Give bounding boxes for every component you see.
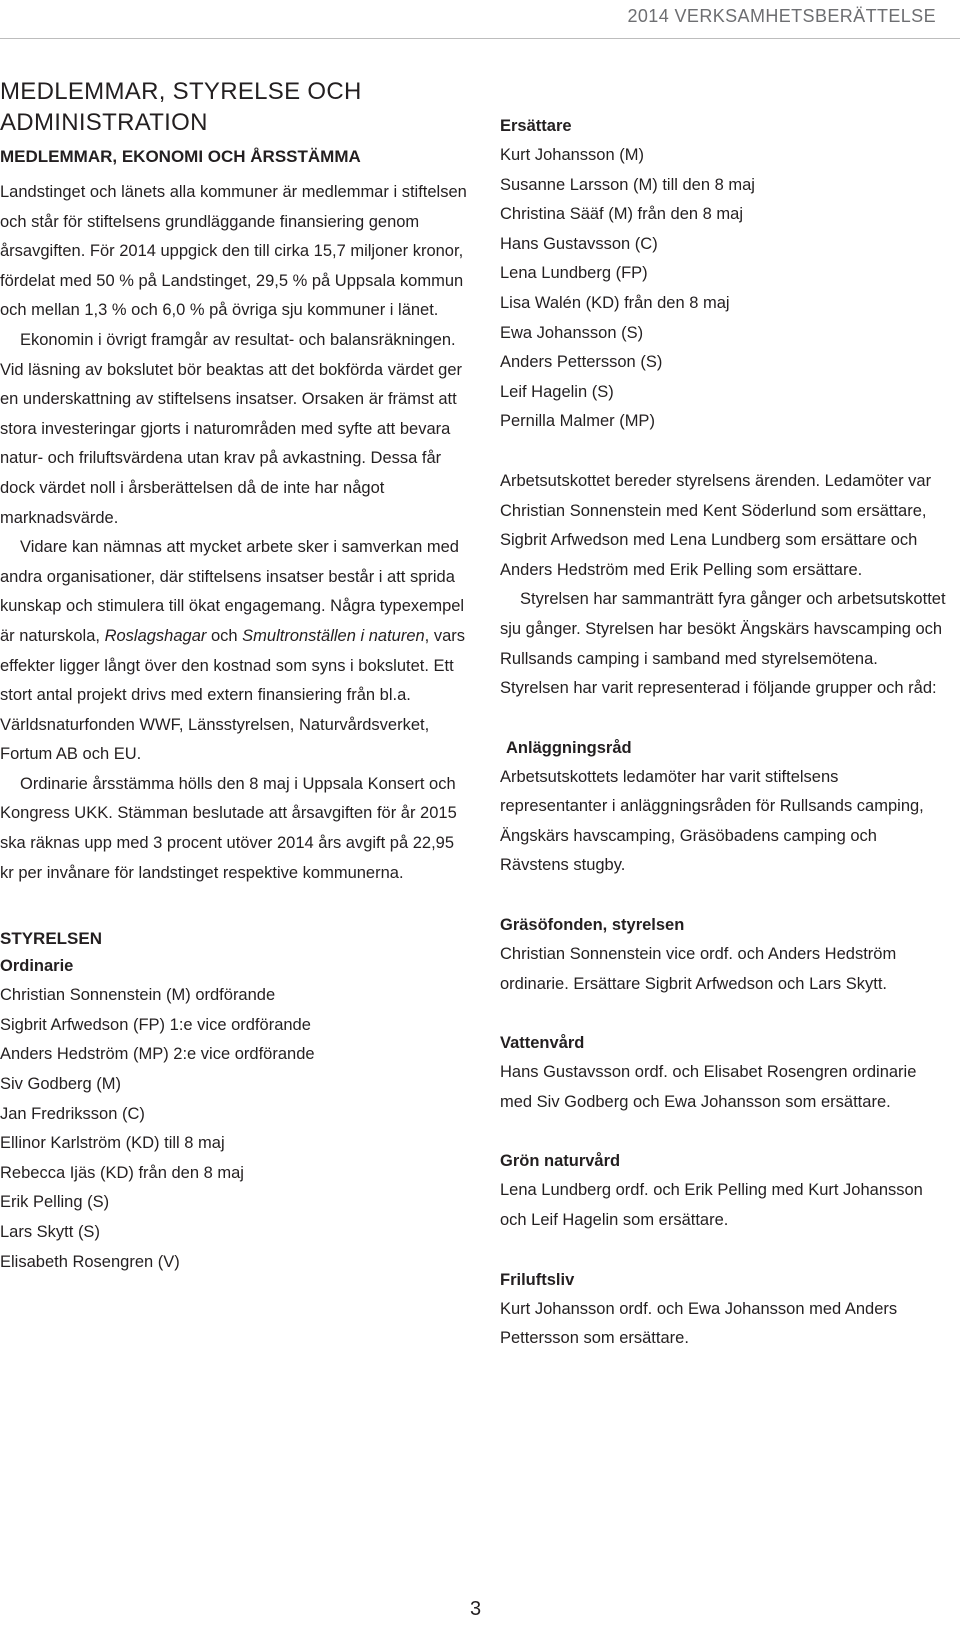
spacer [0,888,470,928]
list-item: Ewa Johansson (S) [500,323,644,342]
ersattare-list [500,141,950,437]
list-item: Pernilla Malmer (MP) [500,412,655,431]
group-text: Lena Lundberg ordf. och Erik Pelling med Kurt Johansson och Leif Hagelin som ersättare. [500,1181,923,1230]
list-item: Sigbrit Arfwedson (FP) 1:e vice ordförande [0,1015,311,1034]
section-heading-medlemmar: MEDLEMMAR, EKONOMI OCH ÅRSSTÄMMA [0,147,361,166]
subheading-ersattare: Ersättare [500,117,572,135]
running-header: 2014 VERKSAMHETSBERÄTTELSE [627,6,936,26]
group-heading: Anläggningsråd [506,738,632,757]
section-heading-styrelsen: STYRELSEN [0,929,103,949]
paragraph-meetings: Styrelsen har sammanträtt fyra gånger och arbetsutskottet sju gånger. Styrelsen har besökt Ängskärs havscamping och Rullsands camping i samband med styrelsemötena. Styrelsen har varit representerad i följande grupper och råd: [500,590,946,698]
list-item: Erik Pelling (S) [0,1193,110,1212]
page-title: MEDLEMMAR, STYRELSE OCH ADMINISTRATION [0,78,362,136]
group-text: Arbetsutskottets ledamöter har varit stiftelsens representanter i anläggningsråden för Rullsands camping, Ängskärs havscamping, Gräsöbadens camping och Rävstens stugby. [500,767,924,875]
text-run: och [206,626,243,645]
ordinarie-list [0,981,470,1277]
list-item: Susanne Larsson (M) till den 8 maj [500,175,755,194]
spacer [500,437,950,467]
list-item: Rebecca Ijäs (KD) från den 8 maj [0,1163,244,1182]
list-item: Christina Sääf (M) från den 8 maj [500,205,744,224]
group-text: Christian Sonnenstein vice ordf. och Anders Hedström ordinarie. Ersättare Sigbrit Arfwedson och Lars Skytt. [500,945,897,993]
list-item: Jan Fredriksson (C) [0,1104,145,1123]
group-heading: Grön naturvård [500,1152,621,1171]
paragraph-financing: Landstinget och länets alla kommuner är medlemmar i stiftelsen och står för stiftelsens grundläggande finansiering genom årsavgiften. För 2014 uppgick den till cirka 15,7 miljoner kronor, fördelat med 50 % på Landstinget, 29,5 % på Uppsala kommun och mellan 1,3 % och 6,0 % på övriga sju kommuner i länet. [0,183,467,320]
list-item: Ellinor Karlström (KD) till 8 maj [0,1134,225,1153]
spacer [500,1117,950,1147]
list-item: Christian Sonnenstein (M) ordförande [0,986,276,1005]
spacer [500,881,950,911]
spacer [500,704,950,734]
list-item: Kurt Johansson (M) [500,146,644,164]
text-run: , vars effekter ligger långt över den kostnad som syns i bokslutet. Ett stort antal projekt drivs med extern finansiering från bl.a. Världsnaturfonden WWF, Länsstyrelsen, Naturvårdsverket, Fortum AB och EU. [0,626,466,764]
spacer [500,999,950,1029]
right-column [500,112,950,1354]
paragraph-arbetsutskott: Arbetsutskottet bereder styrelsens ärenden. Ledamöter var Christian Sonnenstein med Kent Söderlund som ersättare, Sigbrit Arfwedson med Lena Lundberg som ersättare och Anders Hedström med Erik Pelling som ersättare. [500,471,932,579]
group-heading: Gräsöfonden, styrelsen [500,916,685,935]
group-text: Kurt Johansson ordf. och Ewa Johansson med Anders Pettersson som ersättare. [500,1299,898,1348]
paragraph-economy: Ekonomin i övrigt framgår av resultat- och balansräkningen. Vid läsning av bokslutet bör beaktas att det bokförda värdet ger en underskattning av stiftelsens insatser. Orsaken är främst att stora investeringar gjorts i naturområden med syfte att bevara natur- och friluftsvärdena utan krav på avkastning. Dessa får dock värdet noll i årsberättelsen då de inte har något marknadsvärde. [0,330,462,527]
list-item: Anders Hedström (MP) 2:e vice ordförande [0,1045,315,1064]
paragraph-annual-meeting: Ordinarie årsstämma hölls den 8 maj i Uppsala Konsert och Kongress UKK. Stämman beslutade att årsavgiften för år 2015 ska räknas upp med 3 procent utöver 2014 års avgift på 22,95 kr per invånare för landstinget respektive kommunerna. [0,774,457,882]
list-item: Siv Godberg (M) [0,1075,122,1094]
list-item: Lars Skytt (S) [0,1223,100,1241]
list-item: Lisa Walén (KD) från den 8 maj [500,293,730,312]
project-name-smultronstallen: Smultronställen i naturen [242,626,425,645]
header-divider [0,38,960,39]
paragraph-cooperation [0,533,470,770]
spacer [500,1236,950,1266]
group-heading: Friluftsliv [500,1270,575,1289]
list-item: Elisabeth Rosengren (V) [0,1252,180,1271]
subheading-ordinarie: Ordinarie [0,957,74,976]
group-text: Hans Gustavsson ordf. och Elisabet Rosengren ordinarie med Siv Godberg och Ewa Johansson som ersättare. [500,1063,917,1111]
list-item: Anders Pettersson (S) [500,353,663,372]
left-column [0,76,470,1277]
project-name-roslagshagar: Roslagshagar [104,626,207,645]
group-heading: Vattenvård [500,1034,585,1053]
list-item: Hans Gustavsson (C) [500,234,658,253]
list-item: Leif Hagelin (S) [500,382,614,401]
text-run: Vidare kan nämnas att mycket arbete sker i samverkan med andra organisationer, där stiftelsens insatser består i att sprida kunskap och stimulera till ökat engagemang. Några typexempel är naturskola, [0,538,465,645]
list-item: Lena Lundberg (FP) [500,264,648,283]
page-number: 3 [470,1598,482,1620]
